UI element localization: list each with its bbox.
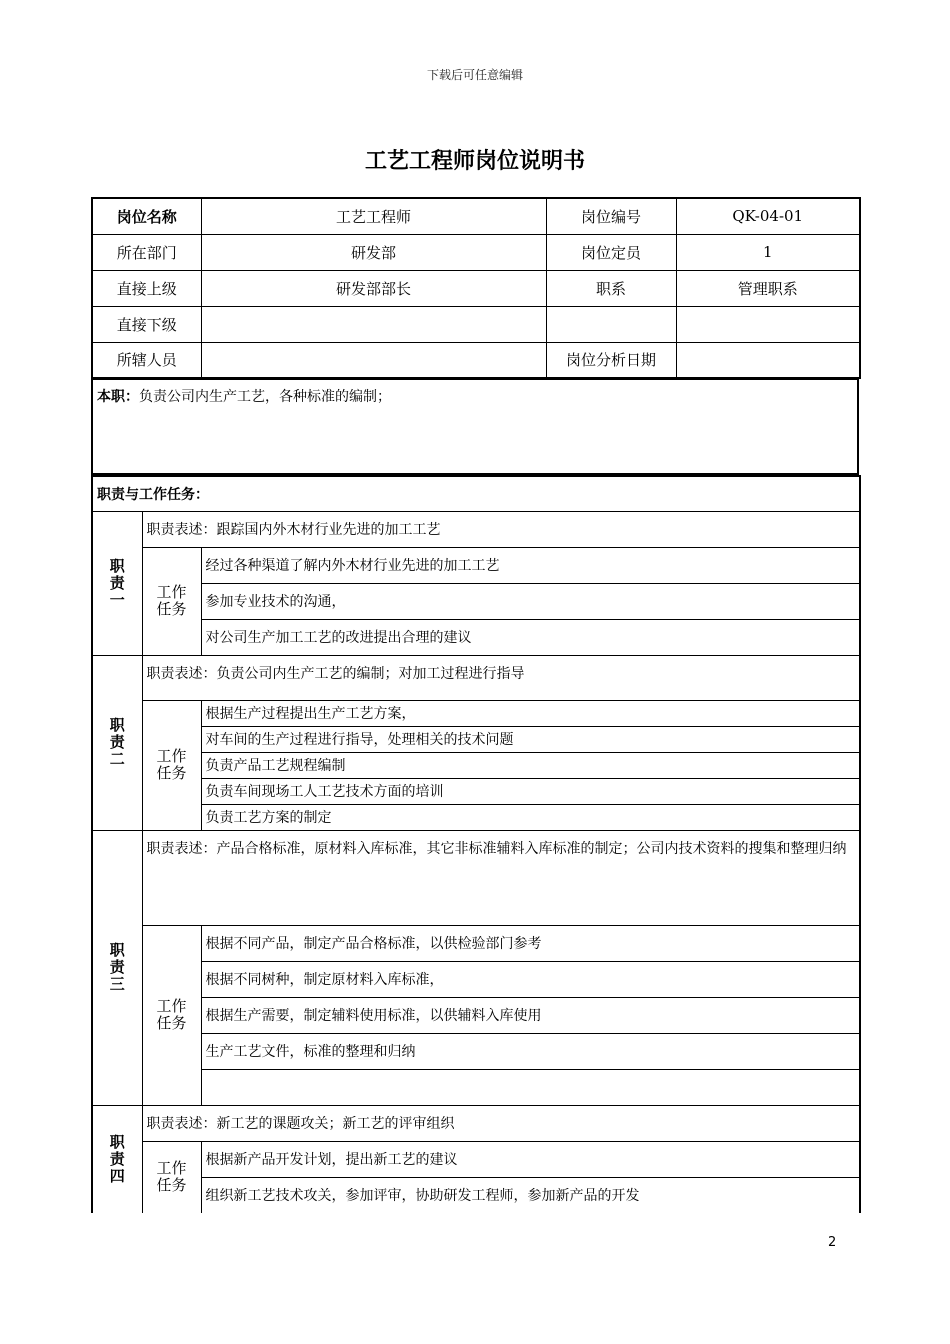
info-value: 工艺工程师 [201,198,546,234]
info-label: 岗位定员 [546,234,676,270]
info-label: 所辖人员 [92,342,201,378]
task-label: 工作 任务 [142,547,201,655]
info-value [201,342,546,378]
info-label: 直接下级 [92,306,201,342]
info-value [676,342,860,378]
task-item: 经过各种渠道了解内外木材行业先进的加工工艺 [201,547,860,583]
task-item [201,1069,860,1105]
duty-description: 职责表述：跟踪国内外木材行业先进的加工工艺 [142,511,860,547]
task-item: 组织新工艺技术攻关，参加评审，协助研发工程师，参加新产品的开发 [201,1177,860,1213]
duty-description: 职责表述：产品合格标准，原材料入库标准，其它非标准辅料入库标准的制定；公司内技术资料的搜集和整理归纳 [142,830,860,925]
duty-label: 职 责 四 [92,1105,142,1213]
task-label: 工作 任务 [142,925,201,1105]
task-item: 根据不同树种，制定原材料入库标准， [201,961,860,997]
duty-label: 职 责 一 [92,511,142,655]
duty-label: 职 责 三 [92,830,142,1105]
task-item: 对车间的生产过程进行指导，处理相关的技术问题 [201,726,860,752]
task-item: 根据生产过程提出生产工艺方案， [201,700,860,726]
info-label: 所在部门 [92,234,201,270]
task-item: 根据生产需要，制定辅料使用标准，以供辅料入库使用 [201,997,860,1033]
task-item: 根据不同产品，制定产品合格标准，以供检验部门参考 [201,925,860,961]
task-item: 参加专业技术的沟通， [201,583,860,619]
task-label: 工作 任务 [142,700,201,830]
info-value [201,306,546,342]
info-label [546,306,676,342]
info-value: 1 [676,234,860,270]
info-label: 直接上级 [92,270,201,306]
info-table [91,197,861,379]
duties-table [91,475,861,1213]
info-label: 职系 [546,270,676,306]
header-note: 下载后可任意编辑 [426,68,523,82]
info-value: 研发部部长 [201,270,546,306]
info-label: 岗位名称 [92,198,201,234]
info-value: QK-04-01 [676,198,860,234]
task-item: 负责产品工艺规程编制 [201,752,860,778]
task-label: 工作 任务 [142,1141,201,1213]
task-item: 对公司生产加工工艺的改进提出合理的建议 [201,619,860,655]
page-number: 2 [828,1235,837,1250]
duty-description: 职责表述：新工艺的课题攻关；新工艺的评审组织 [142,1105,860,1141]
info-value [676,306,860,342]
info-value: 管理职系 [676,270,860,306]
page-title: 工艺工程师岗位说明书 [364,149,585,174]
task-item: 根据新产品开发计划，提出新工艺的建议 [201,1141,860,1177]
duty-description: 职责表述：负责公司内生产工艺的编制；对加工过程进行指导 [142,655,860,700]
task-item: 生产工艺文件，标准的整理和归纳 [201,1033,860,1069]
duty-label: 职 责 二 [92,655,142,830]
summary-label: 本职： [97,389,139,405]
summary-text: 负责公司内生产工艺，各种标准的编制； [139,389,391,405]
duties-heading: 职责与工作任务： [92,476,860,511]
task-item: 负责工艺方案的制定 [201,804,860,830]
info-label: 岗位编号 [546,198,676,234]
summary-table [91,378,859,475]
summary-cell [92,379,858,474]
info-label: 岗位分析日期 [546,342,676,378]
info-value: 研发部 [201,234,546,270]
task-item: 负责车间现场工人工艺技术方面的培训 [201,778,860,804]
